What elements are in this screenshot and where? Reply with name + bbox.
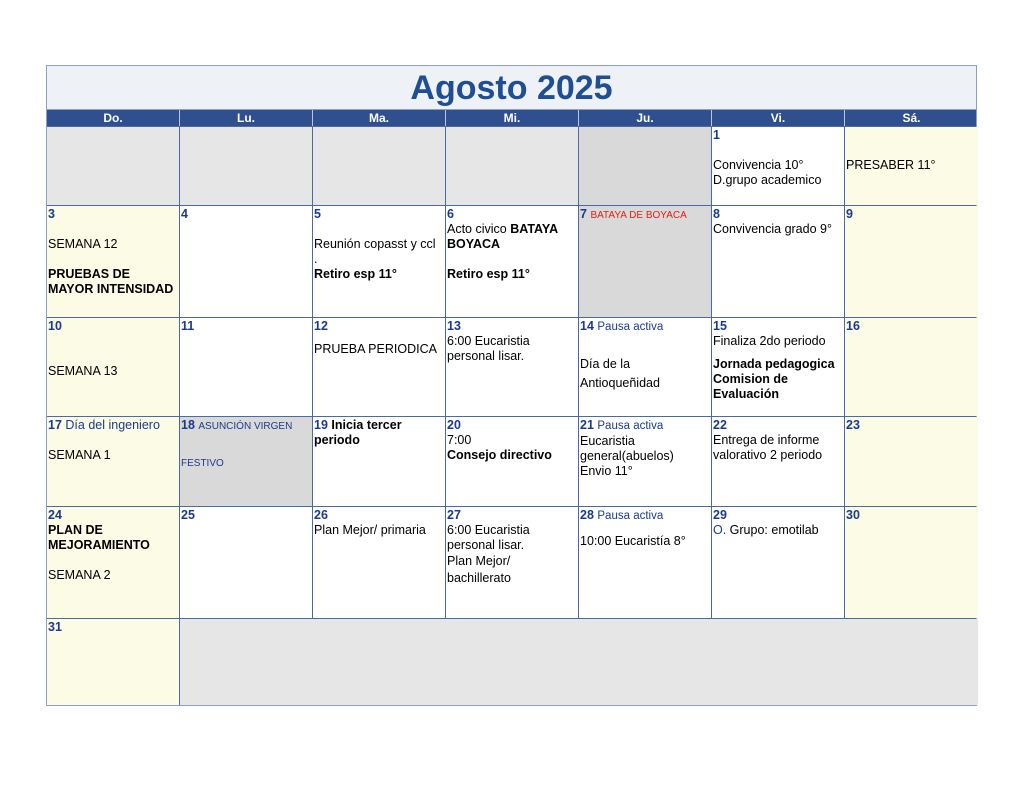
day-cell-16 bbox=[845, 318, 978, 416]
day-number: 16 bbox=[846, 319, 860, 333]
event-text-bold: BATAYA BOYACA bbox=[447, 222, 558, 251]
day-cell-empty bbox=[180, 127, 313, 205]
weekday-sat: Sá. bbox=[902, 111, 921, 125]
event-text: SEMANA 1 bbox=[48, 448, 111, 462]
week-row-4 bbox=[47, 416, 976, 506]
day-cell-26 bbox=[313, 507, 446, 618]
day-number: 17 bbox=[48, 418, 62, 432]
day-number: 4 bbox=[181, 207, 188, 221]
day-number: 3 bbox=[48, 207, 55, 221]
day-number: 18 bbox=[181, 418, 195, 432]
event-text: Eucaristia general(abuelos) bbox=[580, 434, 674, 463]
day-cell-7 bbox=[579, 206, 712, 317]
day-number: 26 bbox=[314, 508, 328, 522]
day-cell-14 bbox=[579, 318, 712, 416]
day-cell-28 bbox=[579, 507, 712, 618]
event-text: SEMANA 13 bbox=[48, 364, 118, 378]
event-text: . bbox=[314, 252, 318, 266]
day-number: 24 bbox=[48, 508, 62, 522]
event-text: PLAN DE MEJORAMIENTO bbox=[48, 523, 150, 552]
day-cell-2 bbox=[845, 127, 978, 205]
event-text: Plan Mejor/ primaria bbox=[314, 523, 426, 537]
day-cell-19 bbox=[313, 417, 446, 506]
day-number: 6 bbox=[447, 207, 454, 221]
day-cell-8 bbox=[712, 206, 845, 317]
event-text: Convivencia grado 9° bbox=[713, 222, 832, 236]
day-cell-24 bbox=[47, 507, 180, 618]
day-number: 31 bbox=[48, 620, 62, 634]
day-number: 12 bbox=[314, 319, 328, 333]
event-text: PRUEBA PERIODICA bbox=[314, 342, 437, 356]
day-number: 25 bbox=[181, 508, 195, 522]
day-cell-empty bbox=[579, 127, 712, 205]
event-text: Acto civico bbox=[447, 222, 511, 236]
day-number: 19 bbox=[314, 418, 328, 432]
event-text: Día del ingeniero bbox=[65, 418, 160, 432]
day-cell-5 bbox=[313, 206, 446, 317]
event-text: Retiro esp 11° bbox=[314, 267, 397, 281]
weekday-thu: Ju. bbox=[579, 110, 712, 126]
day-cell-9 bbox=[845, 206, 978, 317]
event-text: SEMANA 12 bbox=[48, 237, 118, 251]
weekday-wed: Mi. bbox=[446, 110, 579, 126]
event-text: Jornada pedagogica Comision de Evaluación bbox=[713, 357, 835, 401]
day-number: 1 bbox=[713, 128, 720, 142]
day-number: 20 bbox=[447, 418, 461, 432]
event-text: Pausa activa bbox=[597, 510, 664, 522]
weekday-sun: Do. bbox=[47, 110, 180, 126]
day-cell-17 bbox=[47, 417, 180, 506]
event-text: Día de la Antioqueñidad bbox=[580, 357, 660, 390]
event-text: Retiro esp 11° bbox=[447, 267, 530, 281]
event-text: 7:00 bbox=[447, 433, 472, 447]
day-number: 28 bbox=[580, 508, 594, 522]
day-cell-20 bbox=[446, 417, 579, 506]
holiday-label: FESTIVO bbox=[181, 458, 224, 469]
day-cell-3 bbox=[47, 206, 180, 317]
day-number: 22 bbox=[713, 418, 727, 432]
week-row-5 bbox=[47, 506, 976, 618]
event-text: Grupo: emotilab bbox=[726, 523, 819, 537]
day-number: 5 bbox=[314, 207, 321, 221]
day-number: 30 bbox=[846, 508, 860, 522]
day-number: 14 bbox=[580, 319, 594, 333]
event-text: Reunión copasst y ccl bbox=[314, 237, 436, 251]
event-text: 6:00 Eucaristia personal lisar. bbox=[447, 523, 530, 552]
holiday-label: ASUNCIÓN VIRGEN bbox=[198, 421, 293, 432]
day-cell-29 bbox=[712, 507, 845, 618]
day-cell-23 bbox=[845, 417, 978, 506]
day-cell-13 bbox=[446, 318, 579, 416]
event-text: PRUEBAS DE MAYOR INTENSIDAD bbox=[48, 267, 174, 296]
day-cell-22 bbox=[712, 417, 845, 506]
day-cell-empty bbox=[47, 127, 180, 205]
day-cell-27 bbox=[446, 507, 579, 618]
calendar-title: Agosto 2025 bbox=[47, 66, 976, 110]
day-number: 9 bbox=[846, 207, 853, 221]
day-cell-11 bbox=[180, 318, 313, 416]
event-text: D.grupo academico bbox=[713, 173, 822, 187]
day-number: 23 bbox=[846, 418, 860, 432]
weekday-header bbox=[47, 110, 976, 126]
event-text: Pausa activa bbox=[597, 420, 664, 432]
day-cell-30 bbox=[845, 507, 978, 618]
day-cell-empty bbox=[180, 619, 978, 705]
day-cell-12 bbox=[313, 318, 446, 416]
event-text: Pausa activa bbox=[597, 321, 664, 333]
day-number: 13 bbox=[447, 319, 461, 333]
day-number: 27 bbox=[447, 508, 461, 522]
day-cell-21 bbox=[579, 417, 712, 506]
event-text: SEMANA 2 bbox=[48, 568, 111, 582]
event-text: Finaliza 2do periodo bbox=[713, 334, 826, 348]
day-number: 21 bbox=[580, 418, 594, 432]
weekday-tue: Ma. bbox=[313, 110, 446, 126]
day-cell-10 bbox=[47, 318, 180, 416]
holiday-label: BATAYA DE BOYACA bbox=[590, 210, 687, 221]
event-text: Entrega de informe valorativo 2 periodo bbox=[713, 433, 823, 462]
week-row-3 bbox=[47, 317, 976, 416]
day-cell-18 bbox=[180, 417, 313, 506]
event-text: O. bbox=[713, 523, 727, 537]
event-text: PRESABER 11° bbox=[846, 158, 936, 172]
calendar bbox=[46, 65, 977, 706]
event-text: 6:00 Eucaristia personal lisar. bbox=[447, 334, 530, 363]
event-text: Convivencia 10° bbox=[713, 158, 804, 172]
day-cell-25 bbox=[180, 507, 313, 618]
day-number: 8 bbox=[713, 207, 720, 221]
week-row-2 bbox=[47, 205, 976, 317]
week-row-1 bbox=[47, 126, 976, 205]
day-cell-empty bbox=[313, 127, 446, 205]
day-cell-6 bbox=[446, 206, 579, 317]
day-number: 11 bbox=[181, 319, 195, 333]
event-text: Plan Mejor/ bachillerato bbox=[447, 554, 511, 585]
event-text: Inicia tercer periodo bbox=[314, 418, 402, 447]
day-cell-15 bbox=[712, 318, 845, 416]
weekday-mon: Lu. bbox=[180, 110, 313, 126]
event-text: Consejo directivo bbox=[447, 448, 552, 462]
event-text: 10:00 Eucaristía 8° bbox=[580, 534, 686, 548]
day-number: 7 bbox=[580, 207, 587, 221]
event-text: Envio 11° bbox=[580, 464, 633, 478]
day-number: 15 bbox=[713, 319, 727, 333]
day-cell-31 bbox=[47, 619, 180, 705]
day-cell-1 bbox=[712, 127, 845, 205]
weekday-fri: Vi. bbox=[712, 110, 845, 126]
day-number: 10 bbox=[48, 319, 62, 333]
day-number: 29 bbox=[713, 508, 727, 522]
day-cell-4 bbox=[180, 206, 313, 317]
day-cell-empty bbox=[446, 127, 579, 205]
week-row-6 bbox=[47, 618, 976, 705]
